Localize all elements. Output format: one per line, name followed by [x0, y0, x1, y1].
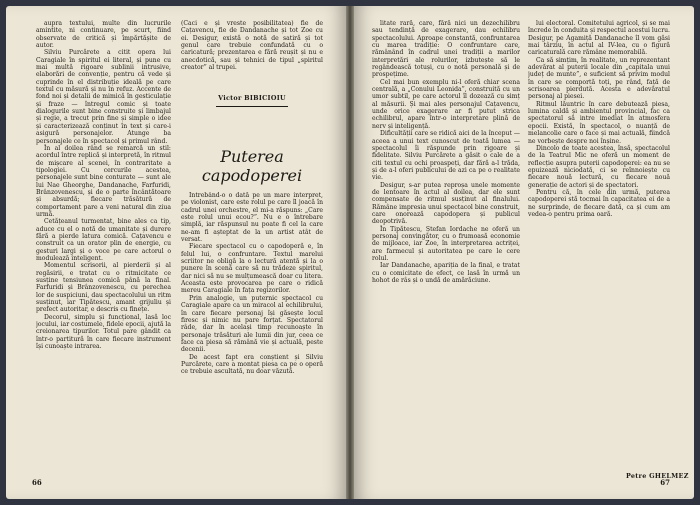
paragraph: În al doilea rând se remarcă un stil: acordul între replică și interpretă, în ritmul de mișcare al scenei, în contraritate a tipologiei. Cu cercurile acestea, personajele sunt bine conturate — sunt ale lui Nae Gheorghe, Dandanache, Farfuridi, Brânzovenescu, și de o parte încântătoare și absurdă; fiecare trăsătură de comportament pare a veni natural din ziua urmă.: [36, 144, 171, 218]
article-title: Puterea capodoperei: [201, 147, 303, 185]
paragraph: Prin analogie, un puternic spectacol cu Caragiale apare ca un miracol al echilibrului, în care fiecare personaj își găsește locul firesc și nimic nu pare forțat. Spectatorul râde, dar în același timp recunoaște în personaje trăsături ale lumii din jur, ceea ce face ca piesa să rămână vie și actuală, peste decenii.: [181, 294, 323, 354]
paragraph: Întrebând-o o dată pe un mare interpret, pe violonist, care este rolul pe care îl joacă în cadrul unei orchestre, el mi-a răspuns: „Care este rolul unui ecou?”. Nu e o întrebare simplă, iar răspunsul nu poate fi cel la care ne-am fi așteptat de la un artist atât de versat.: [181, 192, 323, 244]
paragraph: În Tipătescu, Ștefan Iordache ne oferă un personaj convingător, cu o frumoasă economie de mijloace, iar Zoe, în interpretarea actriței, are farmecul și autoritatea pe care le cere rolul.: [372, 225, 520, 262]
paragraph: Ca să simțim, în realitate, un reprezentant adevărat al puterii locale din „capitala unui județ de munte”, e suficient să privim modul în care se comportă toți, pe rând, față de scrisoarea pierdută. Acesta e adevăratul personaj al piesei.: [528, 56, 670, 101]
left-page: [6, 6, 346, 499]
paragraph: litate rară, care, fără nici un dezechilibru sau tendință de exagerare, dau echilibru spectacolului. Aproape constantă, confruntarea cu marea tradiție: O confruntare care, rămânând în cadrul unei tradiții a marilor interpretări ale rolurilor, izbutește să le regândească totuși, cu o notă personală și de prospețime.: [372, 20, 520, 79]
paragraph: Dificultății care se ridică aici de la început — aceea a unui text cunoscut de toată lumea — spectacolul îi răspunde prin rigoare și fidelitate. Silviu Purcărete a găsit o cale de a citi textul cu ochi proaspeți, dar fără a-l trăda, și de a-l oferi publicului de azi ca pe o realitate vie.: [372, 130, 520, 182]
book-gutter: [346, 6, 354, 499]
paragraph: aupra textului, multe din lucrurile amintite, ni continuare, pe scurt, fiind observate de critică și împărtășite de autor.: [36, 20, 171, 50]
left-page-column-1: [36, 20, 171, 475]
paragraph: De acest fapt era conștient și Silviu Purcărete, care a montat piesa ca pe o operă ce trebuie ascultată, nu doar văzută.: [181, 353, 323, 376]
paragraph: Momentul scrisorii, al pierderii și al regăsirii, e tratat cu o ritmicitate ce susține tensiunea comică până la final. Farfuridi și Brânzovenescu, cu perechea lor de suspiciuni, dau spectacolului un ritm susținut, iar Tipătescu, amant grijuliu și prefect autoritar, e descris cu finețe.: [36, 262, 171, 314]
right-page-column-1: [372, 20, 520, 475]
right-page-column-2: [528, 20, 670, 460]
page-number-left: 66: [32, 478, 42, 487]
right-page: [354, 6, 694, 499]
left-page-column-2-body: [181, 192, 323, 474]
page-number-right: 67: [660, 478, 670, 487]
paragraph: Pentru că, în cele din urmă, puterea capodoperei stă tocmai în capacitatea ei de a ne surprinde, de fiecare dată, ca și cum am vedea-o pentru prima oară.: [528, 188, 670, 218]
paragraph: Dincolo de toate acestea, însă, spectacolul de la Teatrul Mic ne oferă un moment de reflecție asupra puterii capodoperei: ea nu se epuizează niciodată, ci se reînnoiește cu fiecare nouă lectură, cu fiecare nouă generație de actori și de spectatori.: [528, 144, 670, 189]
article-byline-bottom: Petre GHELMEZ: [626, 472, 689, 480]
paragraph: Fiecare spectacol cu o capodoperă e, în felul lui, o confruntare. Textul marelui scriitor ne obligă la o lectură atentă și la o punere în scenă care să nu trădeze spiritul, dar nici să nu se mulțumească doar cu litera. Aceasta este provocarea pe care o ridică mereu Caragiale în fața regizorilor.: [181, 243, 323, 295]
paragraph: Ritmul lăuntric în care debutează piesa, lumina caldă și ambientul provincial, fac ca spectatorul să intre imediat în atmosfera epocii. Există, în spectacol, o nuanță de melancolie care o face și mai actuală, fiindcă ne vorbește despre noi înșine.: [528, 100, 670, 145]
paragraph: Cel mai bun exemplu ni-l oferă chiar scena centrală, a „Conului Leonida”, construită cu un umor subtil, pe care actorul îl dozează cu simț al măsurii. Și mai ales personajul Cațavencu, unde orice exagerare ar fi putut strica echilibrul, apare într-o interpretare plină de nerv și inteligență.: [372, 78, 520, 130]
article-byline-top: Victor BIBICIOIU: [218, 94, 286, 102]
paragraph: Silviu Purcărete a citit opera lui Caragiale în spiritul ei literal, și pune cu mai multă rigoare sublinii intrusive, elaborări de convenție, pentru că vede și cuprinde în el distribuție ideală pe care textul cu măsură și nu în refuz. Accente de fond noi și detalii de mimică în gesticulație și fraze — întregul comic și toate dialogurile sunt bine construite și limbajul și regie, a trecut prin fine și simple o idee și caracterizează conținut în text și care-i asigură personajelor. Atunge ba personajele ce în spectacol și primul rând.: [36, 49, 171, 145]
paragraph: Decorul, simplu și funcțional, lasă loc jocului, iar costumele, fidele epocii, ajută la creionarea tipurilor. Totul pare gândit ca într-o partitură în care fiecare instrument își cunoaște intrarea.: [36, 313, 171, 351]
paragraph: Desigur, s-ar putea reproșa unele momente de lentoare în actul al doilea, dar ele sunt compensate de ritmul susținut al finalului. Rămâne impresia unui spectacol bine construit, care onorează capodopera și publicul deopotrivă.: [372, 181, 520, 226]
divider: [216, 106, 288, 107]
paragraph: Cetățeanul turmentat, bine ales ca tip, aduce cu el o notă de umanitate și durere fără a pierde latura comică. Cațavencu e construit ca un orator plin de energie, cu gesturi largi și o voce pe care actorul o modulează inteligent.: [36, 218, 171, 262]
left-page-column-2-top: (Caci e și vreste posibilitatea) fie de Cațavencu, fie de Dandanache și tot Zoe cu ei. Desigur, există o notă de satiră și tot genul care trebuie confundată cu o caricatură; prezentarea e fără reușit și nu e anecdotică, sau și tehnici de tipul „spiritul creator” al trupei.: [181, 20, 323, 72]
paragraph: lui electoral. Comitetului agricol, și se mai încrede în conduita și respectul acestui lucru. Desigur, pe Agamiță Dandanache îl vom găsi mai târziu, în actul al IV-lea, cu o figură caricaturală care rămâne memorabilă.: [528, 20, 670, 57]
paragraph: Iar Dandanache, apariția de la final, e tratat cu o comicitate de efect, ce lasă în urmă un hohot de râs și o undă de amărăciune.: [372, 262, 520, 285]
